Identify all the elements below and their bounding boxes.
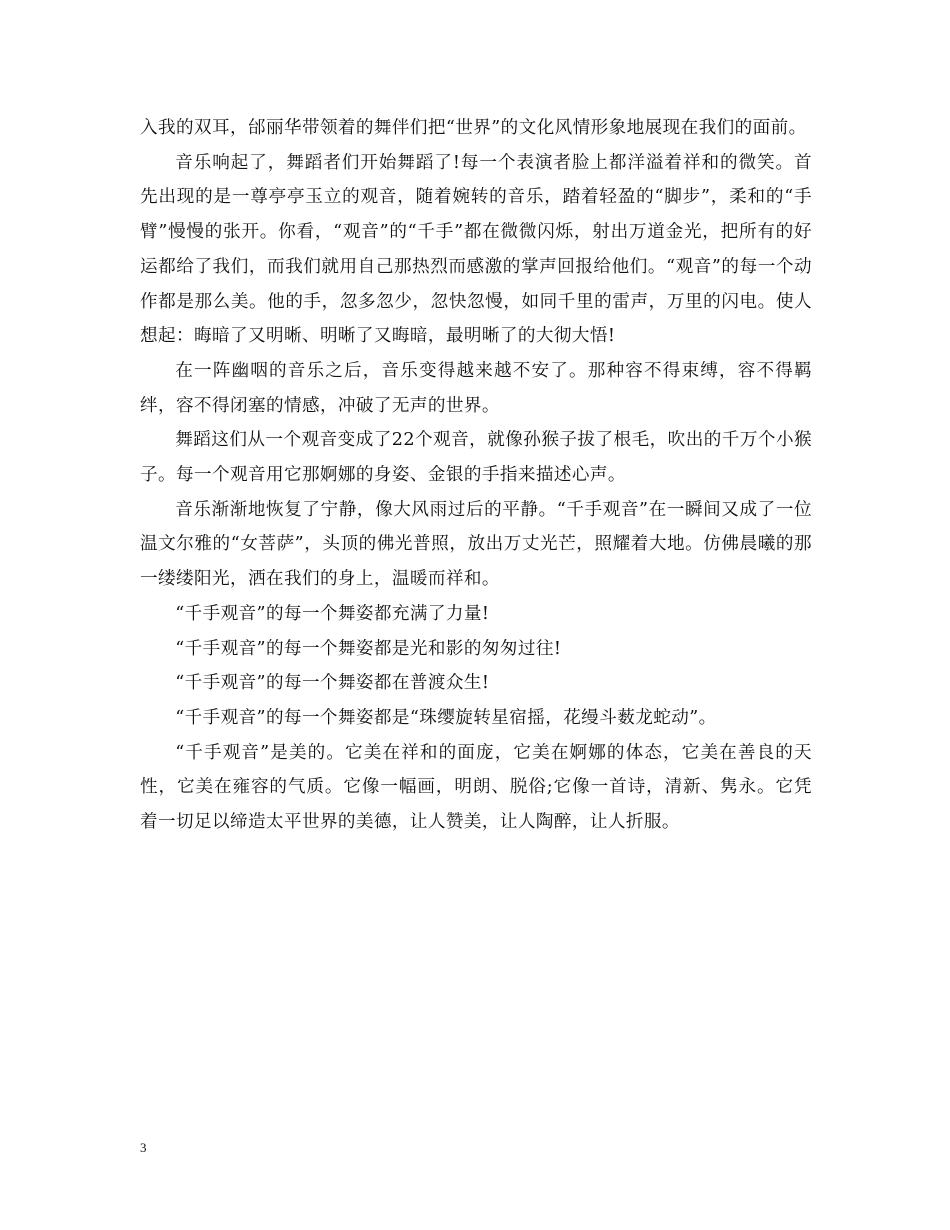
paragraph: “千手观音”的每一个舞姿都在普渡众生! xyxy=(175,673,490,694)
paragraph: 音乐渐渐地恢复了宁静，像大风雨过后的平静。“千手观音”在一瞬间又成了一位温文尔雅的“女菩萨”，头顶的佛光普照，放出万丈光芒，照耀着大地。仿佛晨曦的那一缕缕阳光，洒在我们的身上，温暖而祥和。 xyxy=(140,499,812,590)
paragraph: “千手观音”的每一个舞姿都充满了力量! xyxy=(175,603,490,624)
paragraph: “千手观音”的每一个舞姿都是光和影的匆匆过往! xyxy=(175,638,562,659)
paragraph: 入我的双耳，邰丽华带领着的舞伴们把“世界”的文化风情形象地展现在我们的面前。 xyxy=(140,118,807,138)
paragraph: “千手观音”的每一个舞姿都是“珠缨旋转星宿摇，花缦斗薮龙蛇动”。 xyxy=(175,707,717,728)
paragraph: “千手观音”是美的。它美在祥和的面庞，它美在婀娜的体态，它美在善良的天性，它美在雍容的气质。它像一幅画，明朗、脱俗;它像一首诗，清新、隽永。它凭着一切足以缔造太平世界的美德，让人赞美，让人陶醉，让人折服。 xyxy=(140,742,812,833)
document-body xyxy=(140,111,812,840)
paragraph: 音乐响起了，舞蹈者们开始舞蹈了!每一个表演者脸上都洋溢着祥和的微笑。首先出现的是一尊亭亭玉立的观音，随着婉转的音乐，踏着轻盈的“脚步”，柔和的“手臂”慢慢的张开。你看，“观音”的“千手”都在微微闪烁，射出万道金光，把所有的好运都给了我们，而我们就用自己那热烈而感激的掌声回报给他们。“观音”的每一个动作都是那么美。他的手，忽多忽少，忽快忽慢，如同千里的雷声，万里的闪电。使人想起：晦暗了又明晰、明晰了又晦暗，最明晰了的大彻大悟! xyxy=(140,152,812,347)
page-number: 3 xyxy=(140,1140,147,1155)
paragraph: 在一阵幽咽的音乐之后，音乐变得越来越不安了。那种容不得束缚，容不得羁绊，容不得闭塞的情感，冲破了无声的世界。 xyxy=(140,360,812,416)
paragraph: 舞蹈这们从一个观音变成了22个观音，就像孙猴子拔了根毛，吹出的千万个小猴子。每一个观音用它那婀娜的身姿、金银的手指来描述心声。 xyxy=(140,430,812,486)
